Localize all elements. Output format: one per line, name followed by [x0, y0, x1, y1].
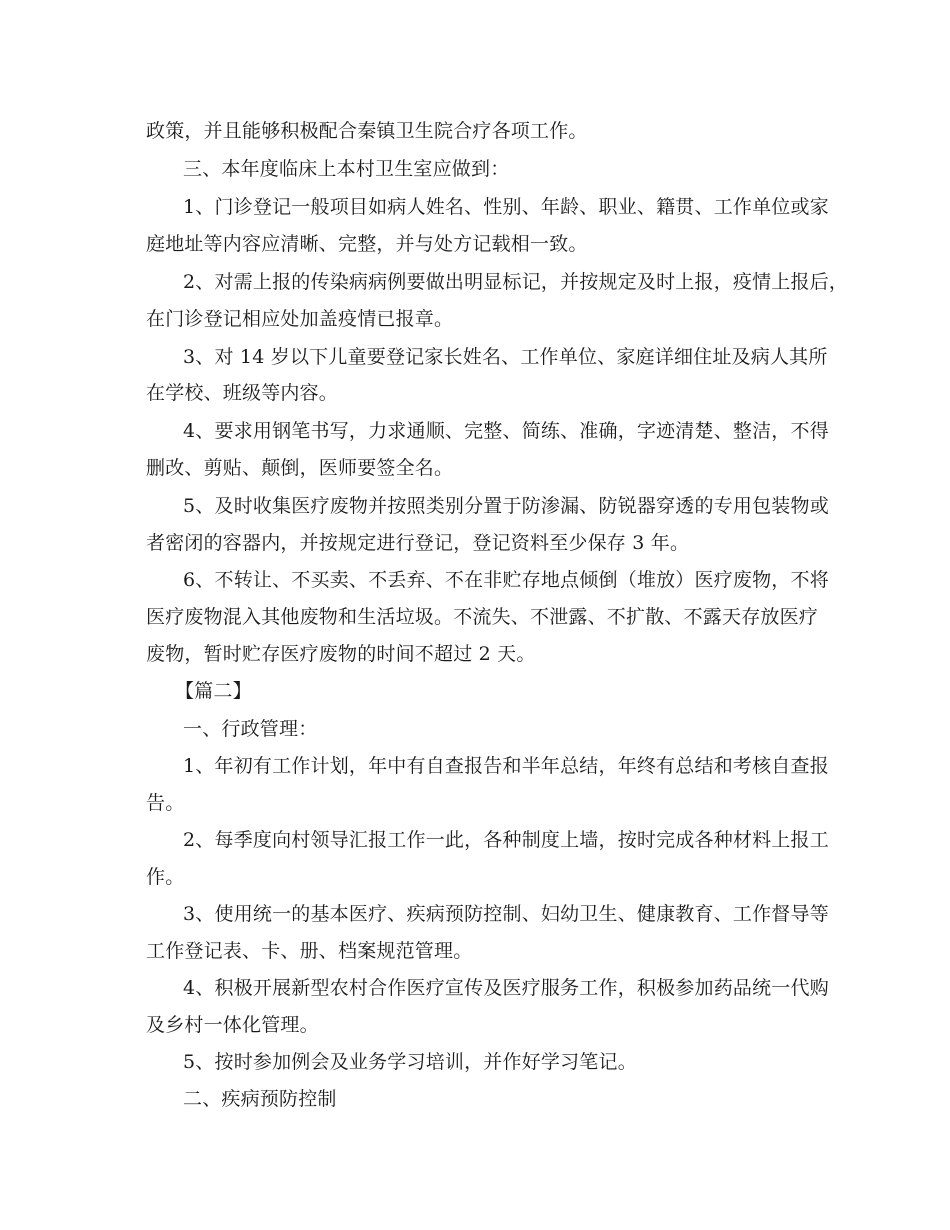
section-heading: 二、疾病预防控制 [183, 1088, 337, 1110]
text-line: 及乡村一体化管理。 [146, 1014, 319, 1036]
text-line: 3、对 14 岁以下儿童要登记家长姓名、工作单位、家庭详细住址及病人其所 [183, 346, 828, 368]
text-line: 4、积极开展新型农村合作医疗宣传及医疗服务工作，积极参加药品统一代购 [183, 977, 829, 999]
text-line: 2、对需上报的传染病病例要做出明显标记，并按规定及时上报，疫情上报后， [183, 271, 849, 293]
text-line: 庭地址等内容应清晰、完整，并与处方记载相一致。 [146, 233, 588, 255]
text-line: 6、不转让、不买卖、不丢弃、不在非贮存地点倾倒（堆放）医疗废物，不将 [183, 569, 829, 591]
text-line: 4、要求用钢笔书写，力求通顺、完整、简练、准确，字迹清楚、整洁，不得 [183, 420, 829, 442]
text-line: 5、及时收集医疗废物并按照类别分置于防渗漏、防锐器穿透的专用包装物或 [183, 495, 829, 517]
text-line: 1、门诊登记一般项目如病人姓名、性别、年龄、职业、籍贯、工作单位或家 [183, 196, 829, 218]
text-line: 3、使用统一的基本医疗、疾病预防控制、妇幼卫生、健康教育、工作督导等 [183, 903, 829, 925]
section-heading: 一、行政管理： [183, 718, 318, 740]
text-line: 删改、剪贴、颠倒，医师要签全名。 [146, 457, 454, 479]
text-line: 者密闭的容器内，并按规定进行登记，登记资料至少保存 3 年。 [146, 532, 690, 554]
part-heading: 【篇二】 [175, 680, 252, 702]
text-line: 作。 [146, 866, 185, 888]
text-line: 2、每季度向村领导汇报工作一此，各种制度上墙，按时完成各种材料上报工 [183, 829, 829, 851]
text-line: 5、按时参加例会及业务学习培训，并作好学习笔记。 [183, 1051, 637, 1073]
text-line: 1、年初有工作计划，年中有自查报告和半年总结，年终有总结和考核自查报 [183, 755, 829, 777]
text-line: 在门诊登记相应处加盖疫情已报章。 [146, 308, 454, 330]
text-line: 医疗废物混入其他废物和生活垃圾。不流失、不泄露、不扩散、不露天存放医疗 [146, 606, 819, 628]
section-heading: 三、本年度临床上本村卫生室应做到： [183, 158, 510, 180]
text-line: 工作登记表、卡、册、档案规范管理。 [146, 940, 473, 962]
text-line: 在学校、班级等内容。 [146, 382, 339, 404]
text-line: 告。 [146, 792, 185, 814]
text-line: 废物，暂时贮存医疗废物的时间不超过 2 天。 [146, 643, 536, 665]
text-line: 政策，并且能够积极配合秦镇卫生院合疗各项工作。 [146, 120, 588, 142]
